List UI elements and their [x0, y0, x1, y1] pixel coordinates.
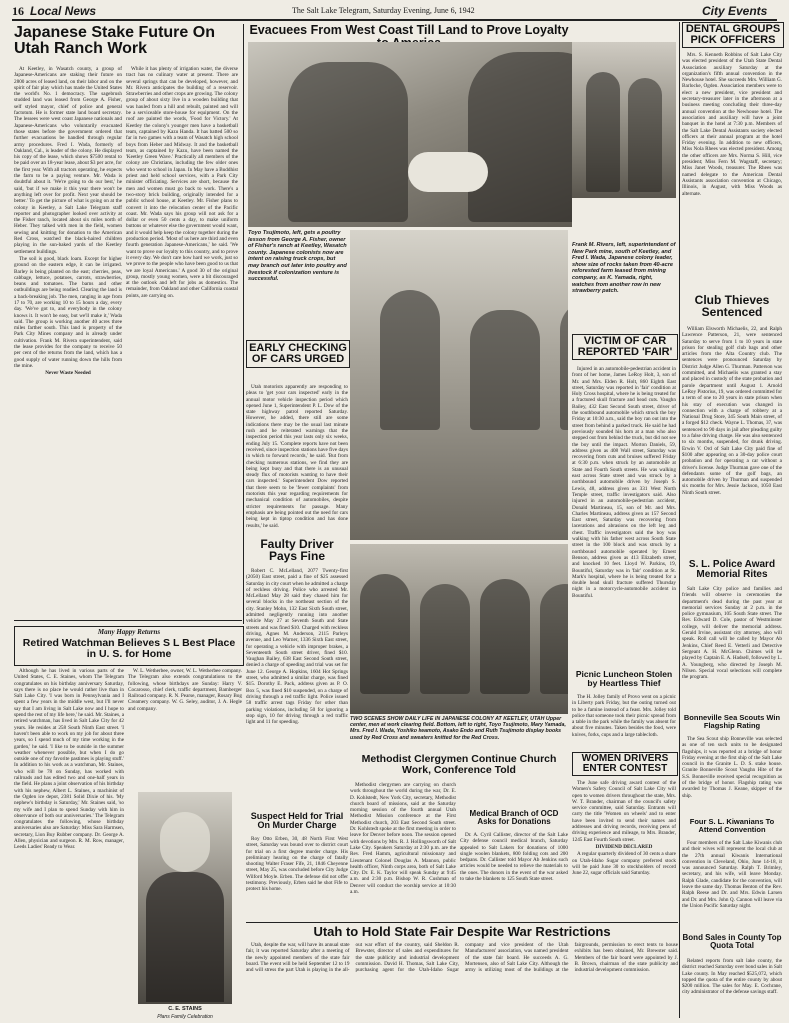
- article-faulty: [246, 568, 348, 808]
- article-state-fair-p1: Utah, despite the war, will have its annual state fair, it was reported Saturday after a meeting of the newly appointed members of the state fair board. The event will be held September 12 to 19 and will stress the part Utah is playing in the all-out war effort of the country, said Sheldon R. Brewster, director of sales and expenditures for the state publicity and industrial development commission. David H. Thomas, Salt Lake City, purchasing agent for the Utah-Idaho Sugar company and vice president of the Utah Manufacturers' association, was named president of the state fair board. He succeeds A. G. Mortensen, also of Salt Lake City. Although the army is utilizing most of the buildings at the fairgrounds, permission to erect tents to house exhibits has been obtained, Mr. Brewster said. Members of the fair board were appointed by J. B. Brown, chairman of the state publicity and industrial development commission.: [246, 942, 678, 974]
- article-methodist-p1: Methodist clergymen are carrying on church work throughout the world during the war, Dr. E. D. Kohlstedt, New York City, secretary, Methodist church board of missions, said at the Saturday morning session of the fourth annual Utah Methodist Mission conference at the First Methodist church, 203 East Second South street. Dr. Kohlstedt spoke at the first meeting in order to leave for Denver before noon. The session opened with devotions by Mrs. R. J. Hollingsworth of Salt Lake City. Speakers Saturday at 2:30 p.m. are the Rev. Fred Hamm, agricultural missionary and Lieutenant Colonel Douglas A. Mannon, public health officer, Ninth corps area, both of Salt Lake City. Dr. E. K. Taylor will speak Sunday at 9:45 a.m. and 2:30 p.m. Bishop W. R. Cushman of Denver will conduct the worship service at 10:30 a.m.: [350, 782, 456, 896]
- article-watchman-p2: W. L. Wetherbee, owner, W. L. Wetherbee company. The Telegram also extends congratulations to the following, whose birthdays are Sunday: Harry V. Cocarosso, chief clerk, traffic department, Bamberger Railroad company. R. N. Pearse, manager, Rosary Bog Creamery company. W. G. Seley, auditor, J. A. Hegle and company.: [128, 668, 242, 712]
- photo-wada-figure: [628, 78, 662, 192]
- article-kiwanians: [682, 840, 782, 932]
- article-medical-p1: Dr. A. Cyril Callister, director of the Salt Lake City defense council medical branch, Saturday appealed to Salt Lakers for donations of 1000 single woolen blankets, 800 folding cots and 200 bedpans. Dr. Callister told Mayor Ab Jenkins such articles would be needed to relieve the materials to the ones. The donors in the event of the war asked to take the blankets to 125 South State street.: [460, 832, 568, 883]
- headline-suspect: Suspect Held for Trial On Murder Charge: [250, 811, 344, 830]
- headline-women-drivers: WOMEN DRIVERS ENTER CONTEST: [572, 752, 678, 776]
- article-suspect-p1: Roy Otto Erben, 30, 48 North First West street, Saturday was bound over to district court for trial on a first degree murder charge. His preliminary hearing on the charge of fatally shooting Walter Fraser Fife, 21, 1846 Cheyenne street, May 25, was concluded before City Judge Wilford Moyle. Erben. The defense did not offer testimony. Previously, Erben said he shot Fife to protect his home.: [246, 836, 348, 893]
- section-label-left: Local News: [30, 4, 97, 18]
- article-women: [572, 780, 676, 920]
- article-thieves-p1: William Elsworth Michaelis, 22, and Ralph Lawrence Patterson, 21, were sentenced Saturday to serve from 1 to 10 years in state prison for stealing golf club bags and other articles from the Alta Country club. The sentences were pronounced Saturday by District Judge Allen G. Thurman. Patterson was committed, and Michaelis was granted a stay and placed in custody of the state probation and parole department until August 1. Arnold LeRoy Pistorius, 19, was ordered committed for a term of one to 20 years in state prison when his stay of execution was changed in connection with a charge of robbery at a National Drug Store, 345 South Main street, of a forged $12 check. Wayne L. Thomas, 37, was sentenced to 90 days in jail after pleading guilty to a false driving charge. He was also sentenced to six months, suspended, for drunk driving. Erwin V. Ord of Salt Lake City paid fine of $100 after appearing on a 30-day police court probation and for operating a car without a driver's license. Judge Thurman gave one of the defendants some of the golf bags, an automobile driven by Thurman and suspended six months for Mrs. Jessie Jackson, 1050 East Ninth South street.: [682, 326, 782, 496]
- page-number: 16: [12, 4, 24, 18]
- article-women-p1: The June safe driving award contest of the Women's Safety Council of Salt Lake City will open to women drivers throughout the state, Mrs. W. T. Brander, chairman of the council's safety service committee, said Saturday. Entrants will carry the title 'Women on wheels' and to enter have been invited to send their names and addresses and driving records, receiving pens of driving experience and mileage, to Mrs. Brander, 1245 East Fourth South street.: [572, 780, 676, 843]
- article-bond: [682, 958, 782, 1018]
- photo-rock-field: [350, 230, 568, 540]
- headline-state-fair: Utah to Hold State Fair Despite War Restrictions: [246, 922, 678, 938]
- article-women-subhead: DIVIDEND DECLARED: [595, 843, 653, 850]
- article-dental: [682, 52, 782, 290]
- article-japanese-p1: At Keetley, in Wasatch county, a group of Japanese-Americans are staking their future on 2800 acres of leased land, on their labor and on the spirit of fair play which has made the United States the world's No. 1 democracy. The sagebrush studded land was leased from George A. Fisher, self styled mayor, chief of police and general factotum. He is former state land board secretary. The lessees were west coast Japanese nationals and Japanese-Americans who voluntarily evacuated those states before the government ordered that further evacuations be handled through regular army procedures. Fred I. Wada, formerly of Oakland, Cal., is leader of the colony. He displayed his copy of the lease, which shows $7500 rental to be paid over an 18-year lease, about $3 per acre, for the first year. With all tractors operating, he expects the farm to be a paying venture. Mr. Wada is doubtful about it. 'We're going to do our best,' he said, 'but if we make it this year there won't be anything left over for profit. Next year should be better.' To get the picture of what is going on at the colony in Keetley, a Salt Lake Telegram staff reporter and photographer looked over activity at the Fisher ranch, located about six miles north of Heber. They talked with men in the field, women sewing and knitting for donation to the American Red Cross, watched the black-haired children playing in the sun-baked yards of the Keetley settlement buildings.: [14, 66, 122, 255]
- photo-woman-1: [360, 574, 410, 694]
- article-scouts-p1: The Sea Scout ship Bonneville was selected as one of ten such units to be designated flagships, it was reported at a bridge of honor Friday evening at the first ship of the Salt Lake council in the Granite L. D. S. stake house. Granite Bonneville Scout Vaughn Hite of the S.S. Bonneville received special recognition as of the bridge of honor. Flagship rating was awarded by Thomas J. Keane, skipper of the ship.: [682, 736, 782, 799]
- caption-staines: C. E. STAINS: [168, 1006, 202, 1012]
- photo-figure-right: [468, 52, 572, 222]
- column-rule-1: [243, 24, 244, 624]
- article-watchman-p1: Although he has lived in various parts of the United States, C. E. Staines, whom The Telegram congratulates on his birthday anniversary Saturday, says there is no place he would rather live than in Salt Lake City. 'I was born in Pennsylvania and I spent a few years in the middle west, but I'll never say that I am living in Salt Lake now and I hope to spend the rest of my life here,' he said. Mr. Staines, a retired watchman, has lived in Salt Lake City for 42 years. He resides at 258 South Ninth East street. 'I haven't been able to work on my job for about three years, so I spend much of my time working in the garden,' he said. 'I like to be outside in the summer weather whenever possible, but when I do go outside one of my favorite pastimes is playing stuff.' In addition to his work as a watchman, Mr. Staines, who will be 78 on Sunday, has worked with railroads and has edited two and one-half years in the field. He plans a joint observation of his birthday with his nephew, Albert L. Staines, a machinist of the Ogden ice depot, 2381 Solid Dixie of his. 'My nephew's birthday is Saturday,' Mr. Staines said, 'so my wife and I plan to spend Sunday with him in observance of both our anniversaries.' The Telegram congratulates the following, whose birthday anniversaries also are Saturday: Miss Sara Harmsen, secretary, Lion Buy Rubber company. Dr. George A. Allen, physician and surgeon. R. M. Row, manager, Leeds Ladies' Ready to Wear.: [14, 668, 124, 851]
- headline-dental: DENTAL GROUPS PICK OFFICERS: [682, 22, 784, 48]
- section-label-right: City Events: [702, 4, 768, 18]
- article-police-p1: Salt Lake City police and families and friends will observe in ceremonies the department's dead during the past year at memorial services Sunday at 2 p.m. in the police gymnasium, 105 South State street. The Rev. Edward D. Cole, pastor of Westminster college, will deliver the memorial address. Gerald Irvine, assistant city attorney, also will speak. Roll call will be called by Mayor Ab Jenkins, Chief Reed E. Vetterli and Detective Sergeant A. H. McGlenn. Chimes will be played by Captain E. A. Hadsell, followed by L. A. Youngberg, who directed by Joseph M. Nilsen. Special vocal selections will complete the program.: [682, 586, 782, 681]
- masthead-title: The Salt Lake Telegram, Saturday Evening, June 6, 1942: [292, 6, 475, 15]
- headline-thieves: Club Thieves Sentenced: [694, 293, 770, 319]
- headline-picnic: Picnic Luncheon Stolen by Heartless Thief: [575, 669, 673, 688]
- photo-worker-3: [560, 300, 568, 430]
- article-japanese-subhead: Never Waste Needed: [45, 370, 91, 377]
- article-medical: [460, 832, 568, 918]
- masthead-rule: [12, 19, 777, 21]
- article-cars-p1: Utah motorists apparently are responding to pleas to 'get your cars inspected' early in the annual motor vehicle inspection period which opened June 1, Superintendent P. L. Dow of the state highway patrol reported Saturday. However, he added, there still are some indications there may be the usual last minute rush and he reiterated warnings that the inspection period this year lasts only six weeks, ending July 15. 'Complete reports have not been received, since inspection stations have five days in which to forward records,' he said. 'But from checking numerous stations, we find they are being kept busy and that there is an unusual steady flux of motorists wanting to have their cars inspected.' Superintendent Dow reported that there seem to be 'fewer complaints' from motorists this year regarding requirements for mechanical condition of automobiles, despite stricter requirements for passage. Many emphasis are being pointed out the need for cars being kept in tiptop condition and has done results,' he said.: [246, 384, 348, 529]
- photo-figure-left: [288, 62, 408, 222]
- article-state-fair: [246, 942, 678, 1018]
- headline-methodist: Methodist Clergymen Continue Church Work, Conference Told: [361, 753, 557, 776]
- article-watchman-col2: [128, 668, 242, 788]
- headline-retired-watchman: Retired Watchman Believes S L Best Place in U. S. for Home: [22, 637, 236, 660]
- photo-red-cross-women: [350, 544, 568, 714]
- article-picnic-p1: The H. Jolley family of Provo went on a picnic in Liberty park Friday, but the outing turned out to be a famine instead of a feast. Mrs. Jolley told police that someone took their picnic spread from a table in the park while the family was absent for about five minutes. Taken besides the food, were knives, forks, cups and a large tablecloth.: [572, 694, 676, 738]
- caption-rivers: Frank M. Rivers, left, superintendent of New Park mine, south of Keetley, and Fred I. Wada, Japanese colony leader, show size of rocks taken from 40-acre reforested farm leased from mining company, as K. Yamada, right, watches from another row in new strawberry patch.: [572, 242, 676, 295]
- photo-fisher-poultry: [248, 42, 572, 227]
- photo-rivers-wada: [572, 42, 676, 198]
- headline-victim: VICTIM OF CAR REPORTED 'FAIR': [572, 334, 678, 360]
- column-rule-2: [679, 22, 680, 1018]
- kicker-many-happy-returns: Many Happy Returns: [97, 628, 161, 636]
- article-women-p2: A regular quarterly dividend of 30 cents a share on Utah-Idaho Sugar company preferred stock will be paid June 30 to stockholders of record June 22, sugar officials said Saturday.: [572, 851, 676, 877]
- headline-kiwanians: Four S. L. Kiwanians To Attend Convention: [689, 817, 775, 834]
- caption-fisher: Toyo Tsujimoto, left, gets a poultry lesson from George A. Fisher, owner of Fisher's ranch at Keetley, Wasatch county. Japanese colonists now are intent on raising truck crops, but may branch out later into poultry and livestock if colonization venture is successful.: [248, 230, 347, 283]
- article-police: [682, 586, 782, 712]
- article-picnic: [572, 694, 676, 748]
- box-watchman-header: [14, 626, 244, 666]
- headline-early-checking: EARLY CHECKING OF CARS URGED: [246, 340, 350, 368]
- article-faulty-p1: Robert C. McLelland, 2077 Twenty-first (2050) East street, paid a fine of $25 assessed Saturday in city court when he admitted a charge of reckless driving. Police who arrested Mr. McLelland May 28 said they chased him for several blocks in the northeast section of the city. Stanley Mohn, 132 East Sixth South street, admitted negligently running into another vehicle May 27 at Seventh South and State streets and was fined $10. Charged with reckless driving, Agnes M. Anderson, 2115 Parleys avenue, and Leo Warner, 1336 Sixth East street, for operating a vehicle with improper brakes, a Seventeenth South street driver, fined $10. Vaughan Bailey, 638 East Second South street, denied a charge of speeding and trial was set for June 12. George A. Hopkins, 1604 Hot Springs street, who admitted a similar charge, was fined $15. Dorothy E. Pack, address given as P. O. Box 5, was fined $10 suspended, on a charge of driving through a red traffic light. Police issued 58 traffic arrest tags Friday for other than parking violations, including 50 for ignoring a stop sign, 10 for driving through a red traffic light and 11 for speeding.: [246, 568, 348, 726]
- article-japanese-p3: While it has plenty of irrigation water, the diverse tract has no culinary water at present. There are several springs that can be developed, however, and Mr. Rivera anticipates the building of a reservoir. Strawberries and other crops are growing. The colony group of about sixty live in a wooden building that was hauled from a hill and rebuilt, painted and will be a serviceable store-house for equipment. On the roof are painted the words, 'Food for Victory.' At Keetley the colony's younger men have a basketball team, captained by Kazu Handa. It has batted 500 so far in two games with a team of Wasatch high school boys from Heber and Midway. It and the basketball team, as captained by Kazu, have been named the 'Keetley Green Wave.' Practically all members of the colony are Christians, including the few older ones who went to school in Japan. In May have a Buddhist priest and held school services, with a Park City minister officiating. Services are short, because the men and women must go back to work. There's a two-story brick building, originally intended for a public school house, at Keetley. Mr. Fisher plans to convert it into the relocation center of the Pacific coast. Mr. Wada says his group will not ask for a dollar or even 50 cents a day, to make uniform buttons or whatever else the government would want, and it would help keep the colony together during the production period. 'Most of us here are third and even fourth generation Japanese-Americans,' he said. 'We want to prove our loyalty to this country, and to prove it every day. We don't care how hard we work, just so we prove to the people who have been good to us that we are loyal Americans.' A good 30 of the original group, mostly young women, were a bit discouraged at the outlook and left for jobs as domestics. The remainder, from Oakland and other California coastal points, are carrying on.: [126, 66, 238, 299]
- article-victim: [572, 366, 676, 666]
- headline-medical: Medical Branch of OCD Asks for Donations: [469, 809, 559, 826]
- subcaption-staines: Plans Family Celebration: [157, 1014, 213, 1020]
- portrait-face: [160, 812, 210, 872]
- article-cars: [246, 384, 348, 534]
- photo-woman-4: [540, 584, 568, 694]
- headline-police: S. L. Police Award Memorial Rites: [688, 559, 776, 580]
- article-suspect: [246, 836, 348, 918]
- photo-rivers-figure: [586, 72, 620, 192]
- photo-staines-portrait: [138, 792, 232, 1004]
- article-kiwanians-p1: Four members of the Salt Lake Kiwanis club and their wives will represent the local club at the 27th annual Kiwanis International convention in Cleveland, Ohio, June 14-18, it was announced Saturday. Ralph T. Brimley, secretary, and his wife, will leave Monday. Ralph Glade, candidate for the convention, will leave the same day. Thomas Benton of the Rev. Ralph Reese and Dr. and Mrs. Edwin Larsen and Dr. and Mrs. John Q. Cannon will leave via the Union Pacific Saturday night.: [682, 840, 782, 909]
- article-bond-p1: Related reports from salt lake county, the district reached Saturday over bond sales in Salt Lake county. In May reached $525,072, which topped the quota of the entire county by about $200 million. The sales for May. E. Cochrane, city administrator of the defense savings staff.: [682, 958, 782, 996]
- portrait-suit: [146, 872, 224, 1002]
- photo-chicken: [408, 152, 488, 192]
- photo-worker-2: [470, 310, 540, 430]
- article-dental-p1: Mrs. S. Kenneth Robbins of Salt Lake City was elected president of the Utah State Dental Association auxiliary Saturday at the organization's fifth annual convention in the Newhouse hotel. She succeeds Mrs. William G. Barlocke, Ogden. Association members were to elect a new president, vice president and secretary-treasurer later in the afternoon at a business meeting concluding their three-day annual convention at the Newhouse hotel. The association and auxiliary will have a joint banquet in the hotel at 7:30 p.m. Members of the Salt Lake Dental Assistants society elected officers at their annual program at the hotel Friday evening. In addition to new officers, Miss Nola Rhees was elected president. Among the other officers are Mrs. Norma S. Hill, vice president; Miss Fern M. Wagstaff, secretary; Miss Janet Woods, treasurer. The Rhees was named delegate to the American Dental Assistants association convention at Chicago, Illinois, in August, with Miss Woods as alternate.: [682, 52, 782, 197]
- article-japanese-col1: [14, 66, 122, 606]
- headline-japanese-stake: Japanese Stake Future On Utah Ranch Work: [14, 24, 215, 57]
- photo-woman-2: [420, 584, 470, 694]
- headline-bond: Bond Sales in County Top Quota Total: [682, 933, 782, 950]
- masthead: [12, 4, 777, 18]
- article-watchman-col1: [14, 668, 124, 1018]
- headline-evacuees-banner: Evacuees From West Coast Till Land to Prove Loyalty: [249, 23, 569, 37]
- article-victim-p1: Injured in an automobile-pedestrian accident in front of her home, James LeRoy Holt, 3, son of Mr. and Mrs. Elden R. Holt, 860 Eighth East street, Saturday was reported in 'fair' condition at Holy Cross hospital, where he is being treated for a fractured skull fracture and head cuts. Vaughn Bailey, 432 East Second South street, driver of the southbound automobile which struck the boy Friday at 10:30 a.m., said the boy ran out into the street from behind a parked truck. He said he had previously sounded his horn at a man who also stepped out from behind the truck, but did not see the boy until the impact. Morton Daniels, 59, address given as 408 Wall street, Saturday was recovering from cuts and bruises suffered Friday at 6:30 p.m. when struck by an automobile at State and Fourth South streets. He was walking east across State street and was struck by a northbound automobile driven by Joseph S. Lewis, 48, address given as 331 West North Temple street, traffic investigators said. Also injured in an automobile-pedestrian accident, Donald Martineau, 15, son of Mr. and Mrs. Charles Martineau, address given as 157 Second East street, Saturday was recovering from lacerations and abrasions on the left leg and chest. Traffic investigators said the boy was walking with his father west across South State street in the 100 block and was struck by a northbound automobile operated by Ernest Benson, address given as 413 Elizabeth street, and knocked 10 feet. Lloyd W. Parkins, 19, Bountiful, Saturday was in 'fair' condition at St. Mark's hospital, where he is being treated for a double head skull fracture suffered Thursday night in a motorcycle-automobile accident in Bountiful.: [572, 366, 676, 599]
- headline-faulty-driver: Faulty Driver Pays Fine: [260, 537, 334, 563]
- article-methodist-lead: [350, 782, 456, 918]
- horizontal-rule-watchman: [14, 620, 242, 621]
- headline-scouts: Bonneville Sea Scouts Win Flagship Rating: [683, 713, 781, 730]
- caption-two-scenes: TWO SCENES SHOW DAILY LIFE IN JAPANESE COLONY AT KEETLEY, UTAH Upper center, men at work clearing field. Bottom, left to right, Toyo Tsujimoto, Mary Yamada, Mrs. Fred I. Wada, Yoshiko Iwamoto, Asako Endo and Ruth Tsujimoto display books used by Red Cross and sweaters knitted for the Red Cross.: [350, 716, 566, 741]
- article-japanese-p2: The soil is good, black loam. Except for higher ground on the eastern edge, it can be irrigated. Barley is being planted on the east; cherries, peas, cabbage, lettuce, potatoes, carrots, strawberries, beans and tomatoes. The barns and other outbuildings are being readied. Clearing the land is a back-breaking job. The men, ranging in age from 17 to 70, are working 10 to 15 hours a day, every day. 'We've got to, and everybody in the colony knows it. It won't be easy, but we'll make it,' Wada said. The group is working another 40 acres three miles farther south. This land is property of the Park City Mines company and is already under cultivation. Frank M. Rivera superintendent, said the lease provides for the company to receive 50 per cent of the returns from the land, which has a good supply of water running down the hills from the mine.: [14, 255, 122, 369]
- article-japanese-col2: [126, 66, 238, 606]
- photo-woman-3: [480, 579, 530, 694]
- article-thieves: [682, 326, 782, 558]
- article-scouts: [682, 736, 782, 814]
- photo-worker-1: [380, 290, 440, 430]
